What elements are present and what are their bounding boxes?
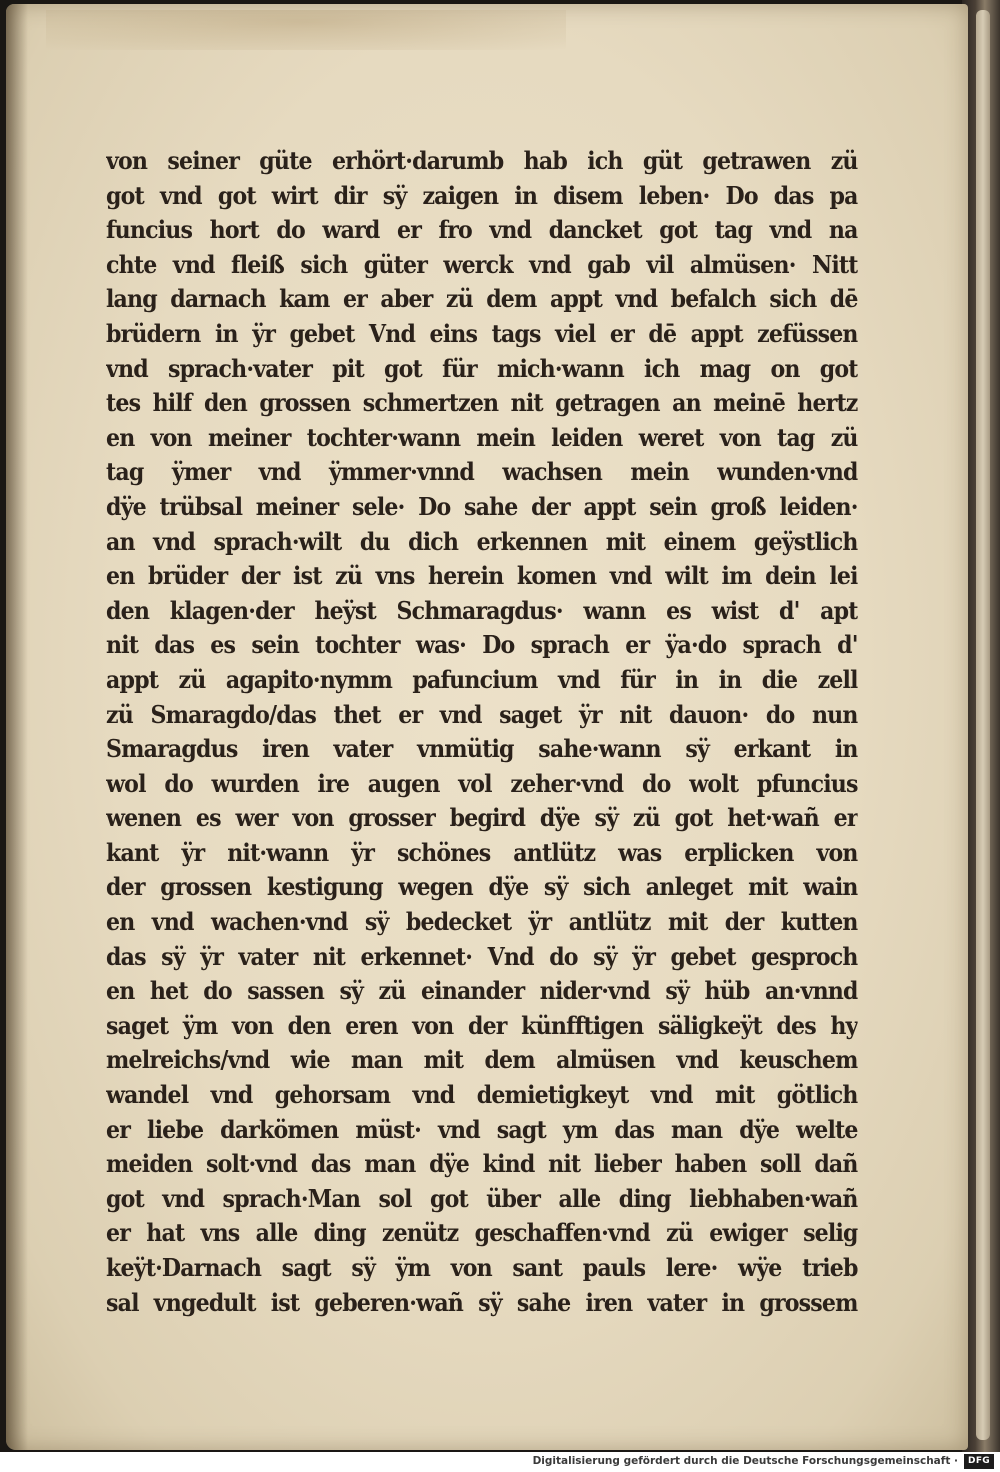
text-line: an vnd sprach·wilt du dich erkennen mit einem geÿstlich [106, 526, 858, 556]
text-line: saget ÿm von den eren von der künfftigen säligkeÿt des hy [106, 1010, 858, 1040]
dfg-logo: DFG [964, 1454, 994, 1469]
book-page [6, 4, 968, 1450]
text-line: zü Smaragdo/das thet er vnd saget ÿr nit dauon· do nun [106, 699, 858, 729]
text-line: wol do wurden ire augen vol zeher·vnd do wolt pfuncius [106, 768, 858, 798]
text-line: got vnd got wirt dir sÿ zaigen in disem leben· Do das pa [106, 180, 858, 210]
text-line: kant ÿr nit·wann ÿr schönes antlütz was erplicken von [106, 837, 858, 867]
text-line: funcius hort do ward er fro vnd dancket got tag vnd na [106, 215, 858, 245]
text-line: sal vngedult ist geberen·wañ sÿ sahe iren vater in grossem [106, 1287, 858, 1317]
text-line: en het do sassen sÿ zü einander nider·vnd sÿ hüb an·vnnd [106, 976, 858, 1006]
text-line: melreichs/vnd wie man mit dem almüsen vnd keuschem [106, 1045, 858, 1075]
text-line: der grossen kestigung wegen dÿe sÿ sich anleget mit wain [106, 872, 858, 902]
footer-credit: Digitalisierung gefördert durch die Deutsche Forschungsgemeinschaft · [532, 1455, 958, 1467]
text-line: en brüder der ist zü vns herein komen vnd wilt im dein lei [106, 561, 858, 591]
text-line: meiden solt·vnd das man dÿe kind nit lieber haben soll dañ [106, 1149, 858, 1179]
text-line: er hat vns alle ding zenütz geschaffen·vnd zü ewiger selig [106, 1218, 858, 1248]
text-line: nit das es sein tochter was· Do sprach er ÿa·do sprach d' [106, 630, 858, 660]
text-line: appt zü agapito·nymm pafuncium vnd für in in die zell [106, 664, 858, 694]
text-line: en von meiner tochter·wann mein leiden weret von tag zü [106, 422, 858, 452]
text-line: keÿt·Darnach sagt sÿ ÿm von sant pauls lere· wÿe trieb [106, 1253, 858, 1282]
text-block [106, 144, 858, 1320]
text-line: Smaragdus iren vater vnmütig sahe·wann sÿ erkant in [106, 734, 858, 764]
text-line: tes hilf den grossen schmertzen nit getragen an meinē hertz [106, 388, 858, 418]
text-line: den klagen·der heÿst Schmaragdus· wann es wist d' apt [106, 595, 858, 625]
text-line: wandel vnd gehorsam vnd demietigkeyt vnd mit götlich [106, 1080, 858, 1110]
text-line: brüdern in ÿr gebet Vnd eins tags viel er dē appt zefüssen [106, 318, 858, 348]
text-line: wenen es wer von grosser begird dÿe sÿ zü got het·wañ er [106, 803, 858, 833]
text-line: vnd sprach·vater pit got für mich·wann ich mag on got [106, 353, 858, 383]
text-line: er liebe darkömen müst· vnd sagt ym das man dÿe welte [106, 1114, 858, 1144]
text-line: en vnd wachen·vnd sÿ bedecket ÿr antlütz mit der kutten [106, 907, 858, 937]
text-line: von seiner güte erhört·darumb hab ich güt getrawen zü [106, 146, 858, 175]
text-line: dÿe trübsal meiner sele· Do sahe der appt sein groß leiden· [106, 491, 858, 521]
text-line: tag ÿmer vnd ÿmmer·vnnd wachsen mein wunden·vnd [106, 457, 858, 487]
text-line: lang darnach kam er aber zü dem appt vnd befalch sich dē [106, 284, 858, 314]
text-line: got vnd sprach·Man sol got über alle ding liebhaben·wañ [106, 1183, 858, 1213]
text-line: chte vnd fleiß sich güter werck vnd gab vil almüsen· Nitt [106, 249, 858, 279]
paper-stain [46, 10, 566, 50]
text-line: das sÿ ÿr vater nit erkennet· Vnd do sÿ ÿr gebet gesproch [106, 941, 858, 971]
